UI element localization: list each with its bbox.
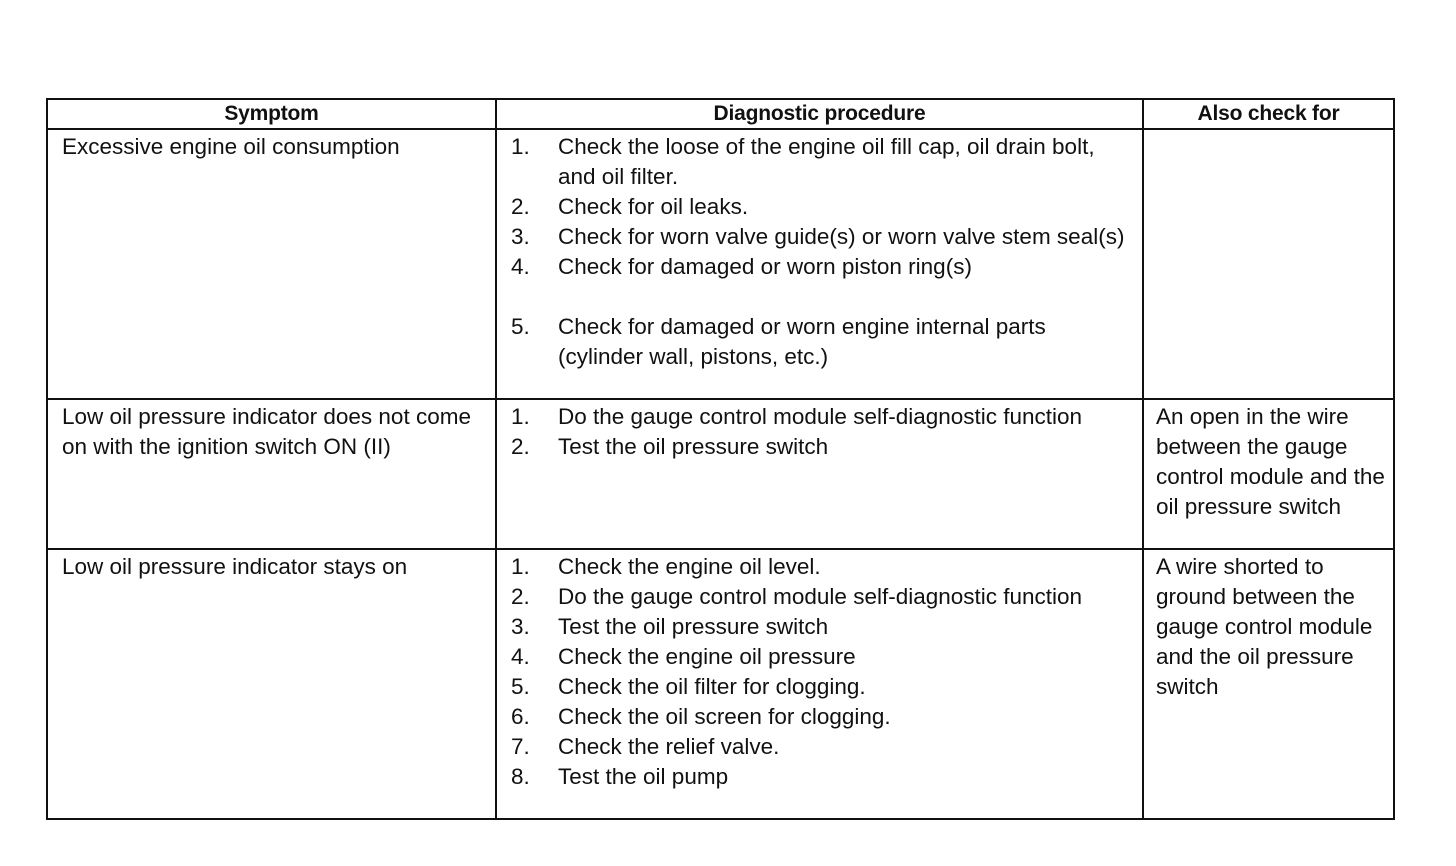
step-number: 5. <box>511 314 530 339</box>
step-number: 2. <box>511 194 530 219</box>
procedure-step <box>511 642 1132 672</box>
step-text: Check the engine oil pressure <box>558 644 856 669</box>
table-row <box>47 129 1394 399</box>
step-text: Check the oil filter for clogging. <box>558 674 866 699</box>
procedure-step <box>511 582 1132 612</box>
step-number: 3. <box>511 224 530 249</box>
step-number: 1. <box>511 404 530 429</box>
step-text: Test the oil pressure switch <box>558 434 829 459</box>
step-text: Do the gauge control module self-diagnostic function <box>558 404 1083 429</box>
step-text: Do the gauge control module self-diagnostic function <box>558 584 1083 609</box>
procedure-step <box>511 402 1132 432</box>
step-text: Test the oil pump <box>558 764 729 789</box>
step-text: Check the relief valve. <box>558 734 780 759</box>
procedure-step <box>511 732 1132 762</box>
step-number: 4. <box>511 254 530 279</box>
step-number: 1. <box>511 134 530 159</box>
procedure-cell <box>496 549 1143 819</box>
header-diagnostic-procedure: Diagnostic procedure <box>496 99 1143 129</box>
step-number: 2. <box>511 584 530 609</box>
procedure-step <box>511 672 1132 702</box>
step-text: Check for damaged or worn piston ring(s) <box>558 254 972 279</box>
procedure-step <box>511 702 1132 732</box>
header-symptom: Symptom <box>47 99 496 129</box>
also-check-cell: A wire shorted to ground between the gauge control module and the oil pressure switch <box>1143 549 1394 819</box>
procedure-cell <box>496 399 1143 549</box>
step-number: 1. <box>511 554 530 579</box>
procedure-step <box>511 552 1132 582</box>
header-also-check-for: Also check for <box>1143 99 1394 129</box>
procedure-step <box>511 192 1132 222</box>
step-text: Check for oil leaks. <box>558 194 749 219</box>
header-row <box>47 99 1394 129</box>
symptom-cell: Low oil pressure indicator stays on <box>47 549 496 819</box>
table-row <box>47 399 1394 549</box>
step-text: Check the oil screen for clogging. <box>558 704 891 729</box>
procedure-step <box>511 312 1132 372</box>
procedure-step <box>511 612 1132 642</box>
procedure-step <box>511 762 1132 792</box>
procedure-step <box>511 252 1132 282</box>
step-text: Check the loose of the engine oil fill cap, oil drain bolt, and oil filter. <box>558 134 1095 189</box>
procedure-step <box>511 222 1132 252</box>
also-check-cell: An open in the wire between the gauge control module and the oil pressure switch <box>1143 399 1394 549</box>
diagnostic-table <box>46 98 1395 820</box>
table-row <box>47 549 1394 819</box>
step-text: Check the engine oil level. <box>558 554 821 579</box>
step-number: 5. <box>511 674 530 699</box>
step-number: 3. <box>511 614 530 639</box>
step-number: 8. <box>511 764 530 789</box>
symptom-cell: Excessive engine oil consumption <box>47 129 496 399</box>
step-text: Check for worn valve guide(s) or worn valve stem seal(s) <box>558 224 1125 249</box>
procedure-cell <box>496 129 1143 399</box>
step-number: 6. <box>511 704 530 729</box>
step-number: 7. <box>511 734 530 759</box>
step-text: Check for damaged or worn engine internal parts (cylinder wall, pistons, etc.) <box>558 314 1046 369</box>
procedure-step <box>511 432 1132 462</box>
symptom-cell: Low oil pressure indicator does not come on with the ignition switch ON (II) <box>47 399 496 549</box>
step-number: 2. <box>511 434 530 459</box>
step-text: Test the oil pressure switch <box>558 614 829 639</box>
also-check-cell <box>1143 129 1394 399</box>
procedure-step <box>511 132 1132 192</box>
step-number: 4. <box>511 644 530 669</box>
